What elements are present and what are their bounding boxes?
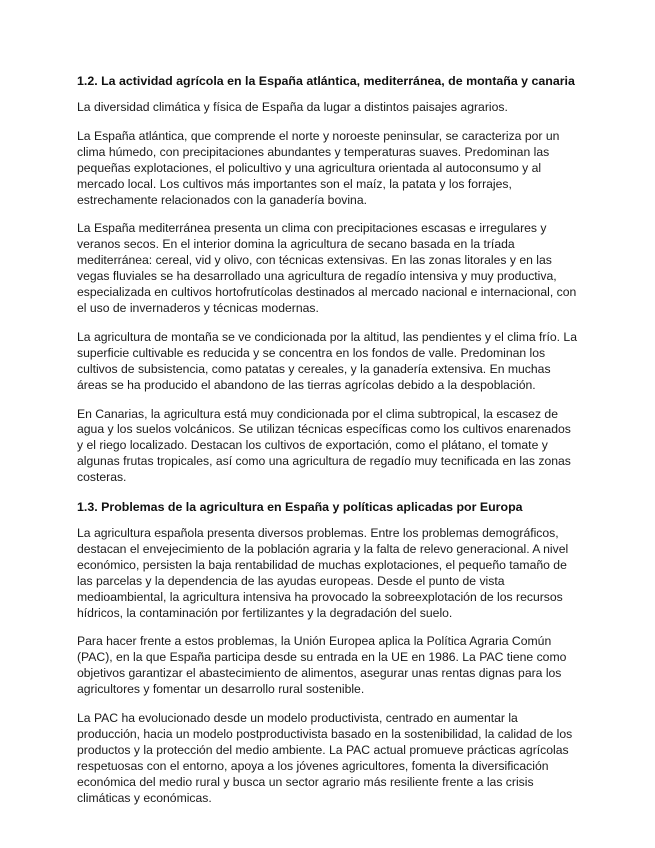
paragraph: La diversidad climática y física de España da lugar a distintos paisajes agrarios.: [77, 100, 508, 114]
section-heading-1-3: 1.3. Problemas de la agricultura en España y políticas aplicadas por Europa: [77, 500, 523, 515]
paragraph: La agricultura de montaña se ve condicionada por la altitud, las pendientes y el clima frío. La superficie cultivable es reducida y se concentra en los fondos de valle. Predominan los cultivos de subsistencia, como patatas y cereales, y la ganadería extensiva. En muchas áreas se ha producido el abandono de las tierras agrícolas debido a la despoblación.: [77, 329, 577, 392]
paragraph: La España atlántica, que comprende el norte y noroeste peninsular, se caracteriza por un clima húmedo, con precipitaciones abundantes y temperaturas suaves. Predominan las pequeñas explotaciones, el policultivo y una agricultura orientada al autoconsumo y al mercado local. Los cultivos más importantes son el maíz, la patata y los forrajes, estrechamente relacionados con la ganadería bovina.: [77, 128, 560, 207]
paragraph: Para hacer frente a estos problemas, la Unión Europea aplica la Política Agraria Común (PAC), en la que España participa desde su entrada en la UE en 1986. La PAC tiene como objetivos garantizar el abastecimiento de alimentos, asegurar unas rentas dignas para los agricultores y fomentar un desarrollo rural sostenible.: [77, 634, 567, 697]
paragraph: La agricultura española presenta diversos problemas. Entre los problemas demográficos, destacan el envejecimiento de la población agraria y la falta de relevo generacional. A nivel económico, persisten la baja rentabilidad de muchas explotaciones, el pequeño tamaño de las parcelas y la dependencia de las ayudas europeas. Desde el punto de vista medioambiental, la agricultura intensiva ha provocado la sobreexplotación de los recursos hídricos, la contaminación por fertilizantes y la degradación del suelo.: [77, 526, 569, 620]
paragraph: En Canarias, la agricultura está muy condicionada por el clima subtropical, la escasez de agua y los suelos volcánicos. Se utilizan técnicas específicas como los cultivos enarenados y el riego localizado. Destacan los cultivos de exportación, como el plátano, el tomate y algunas frutas tropicales, así como una agricultura de regadío muy tecnificada en las zonas costeras.: [77, 406, 571, 485]
paragraph: La España mediterránea presenta un clima con precipitaciones escasas e irregulares y veranos secos. En el interior domina la agricultura de secano basada en la tríada mediterránea: cereal, vid y olivo, con técnicas extensivas. En las zonas litorales y en las vegas fluviales se ha desarrollado una agricultura de regadío intensiva y muy productiva, especializada en cultivos hortofrutícolas destinados al mercado nacional e internacional, con el uso de invernaderos y técnicas modernas.: [77, 221, 577, 315]
document-body: [77, 73, 579, 820]
section-heading-1-2: 1.2. La actividad agrícola en la España atlántica, mediterránea, de montaña y canaria: [77, 74, 575, 88]
paragraph: La PAC ha evolucionado desde un modelo productivista, centrado en aumentar la producción, hacia un modelo postproductivista basado en la sostenibilidad, la calidad de los productos y la protección del medio ambiente. La PAC actual promueve prácticas agrícolas respetuosas con el entorno, apoya a los jóvenes agricultores, fomenta la diversificación económica del medio rural y busca un sector agrario más resiliente frente a las crisis climáticas y económicas.: [77, 711, 573, 805]
